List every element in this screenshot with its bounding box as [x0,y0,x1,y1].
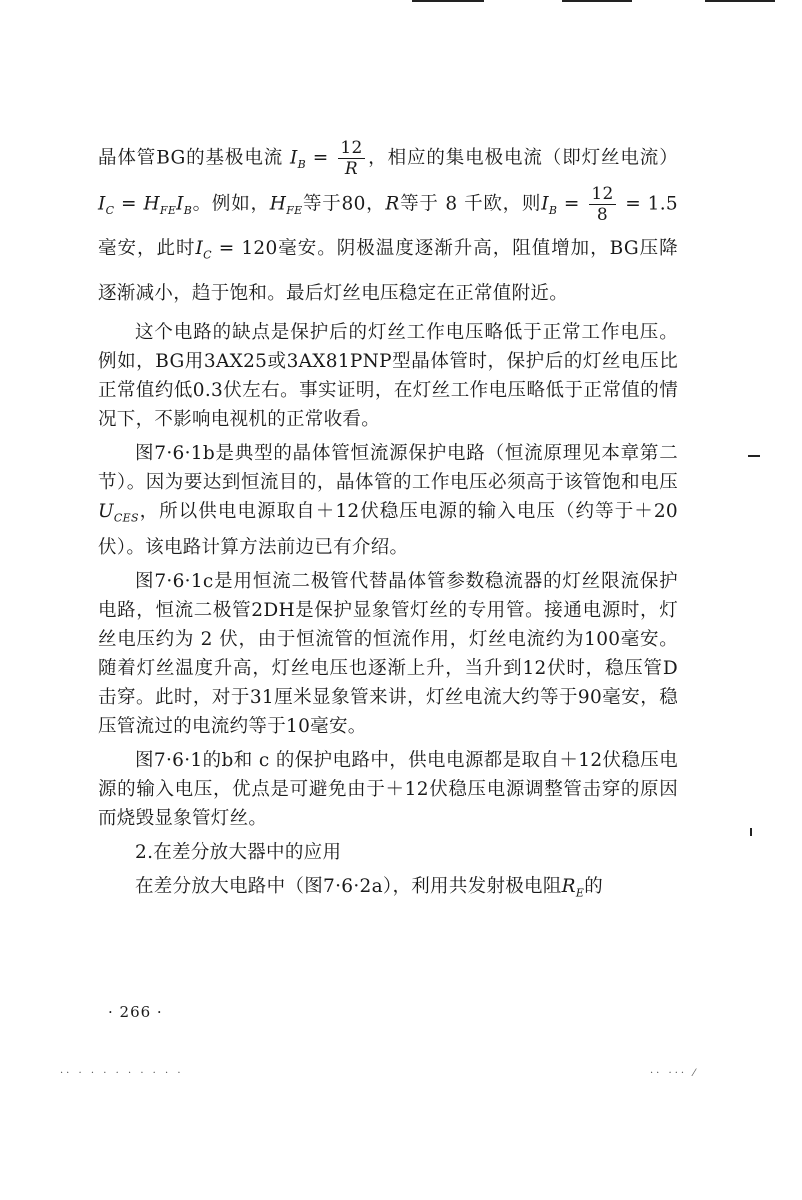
math-subscript: B [183,204,193,218]
math-subscript: CES [113,511,139,525]
margin-mark [748,455,760,457]
text: 图7·6·1b是典型的晶体管恒流源保护电路（恒流原理见本章第二节）。因为要达到恒流目的，晶体管的工作电压必须高于该管饱和电压 [98,443,678,494]
text: = [305,147,336,169]
fraction-denominator: R [344,159,358,179]
text: 等于 8 千欧，则 [399,193,542,215]
document-body [98,138,678,912]
paragraph: 图7·6·1c是用恒流二极管代替晶体管参数稳流器的灯丝限流保护电路，恒流二极管2DH是保护显象管灯丝的专用管。接通电源时，灯丝电压约为 2 伏，由于恒流管的恒流作用，灯丝电流约为100毫安。随着灯丝温度升高，灯丝电压也逐渐上升，当升到12伏时，稳压管D击穿。此时，对于31厘米显象管来讲，灯丝电流大约等于90毫安，稳压管流过的电流约等于10毫安。 [98,570,678,737]
top-rule-1 [412,0,484,2]
margin-mark [750,828,752,836]
math-subscript: C [203,249,212,263]
math-subscript: C [105,204,115,218]
section-heading: 2.在差分放大器中的应用 [135,841,342,863]
paragraph: 图7·6·1的b和 c 的保护电路中，供电电源都是取自＋12伏稳压电源的输入电压，优点是可避免由于＋12伏稳压电源调整管击穿的原因而烧毁显象管灯丝。 [98,749,678,829]
paragraph [98,138,678,313]
text: ，相应的集电极电流（即灯丝电流） [367,147,679,169]
math-symbol: I [541,193,549,215]
scan-noise: ·· · · · · · · · · · [60,1068,184,1079]
text: 。例如， [192,193,270,215]
text: = [114,193,144,215]
text: 晶体管BG的基极电流 [98,147,284,169]
math-subscript: FE [286,204,303,218]
math-symbol: H [143,193,160,215]
math-subscript: E [575,886,585,900]
math-symbol: H [269,193,287,215]
math-symbol: I [98,193,106,215]
math-symbol: R [385,193,400,215]
math-symbol: R [561,875,576,897]
fraction [338,138,364,179]
math-subscript: B [297,158,306,172]
fraction [589,184,615,225]
math-symbol: I [195,238,204,260]
paragraph [98,439,678,562]
text: = 120毫安。阴极温度逐渐升高，阻值增加，BG压降逐渐减小，趋于饱和。最后灯丝电压稳定在正常值附近。 [98,238,678,305]
text: ，所以供电电源取自＋12伏稳压电源的输入电压（约等于＋20伏）。该电路计算方法前边已有介绍。 [98,501,678,558]
fraction-denominator: 8 [596,205,608,226]
math-symbol: I [289,147,298,169]
text: 在差分放大电路中（图7·6·2a），利用共发射极电阻 [135,875,562,897]
text: 的 [584,875,604,897]
top-rule-2 [562,0,632,2]
scan-noise: ·· ··· ⁄ [650,1068,698,1079]
math-subscript: FE [159,204,177,218]
text: = 1.5毫安，此时 [98,193,679,260]
math-symbol: I [176,193,184,215]
page-number: · 266 · [108,1003,163,1021]
paragraph [98,872,678,908]
math-subscript: B [548,204,558,218]
text: = [557,193,587,215]
fraction-numerator: 12 [340,138,363,158]
top-rule-3 [705,0,775,2]
paragraph: 这个电路的缺点是保护后的灯丝工作电压略低于正常工作电压。例如，BG用3AX25或3AX81PNP型晶体管时，保护后的灯丝电压比正常值约低0.3伏左右。事实证明，在灯丝工作电压略低于正常值的情况下，不影响电视机的正常收看。 [98,322,678,431]
math-symbol: U [98,501,114,523]
fraction-numerator: 12 [591,184,614,205]
text: 等于80， [302,193,386,215]
